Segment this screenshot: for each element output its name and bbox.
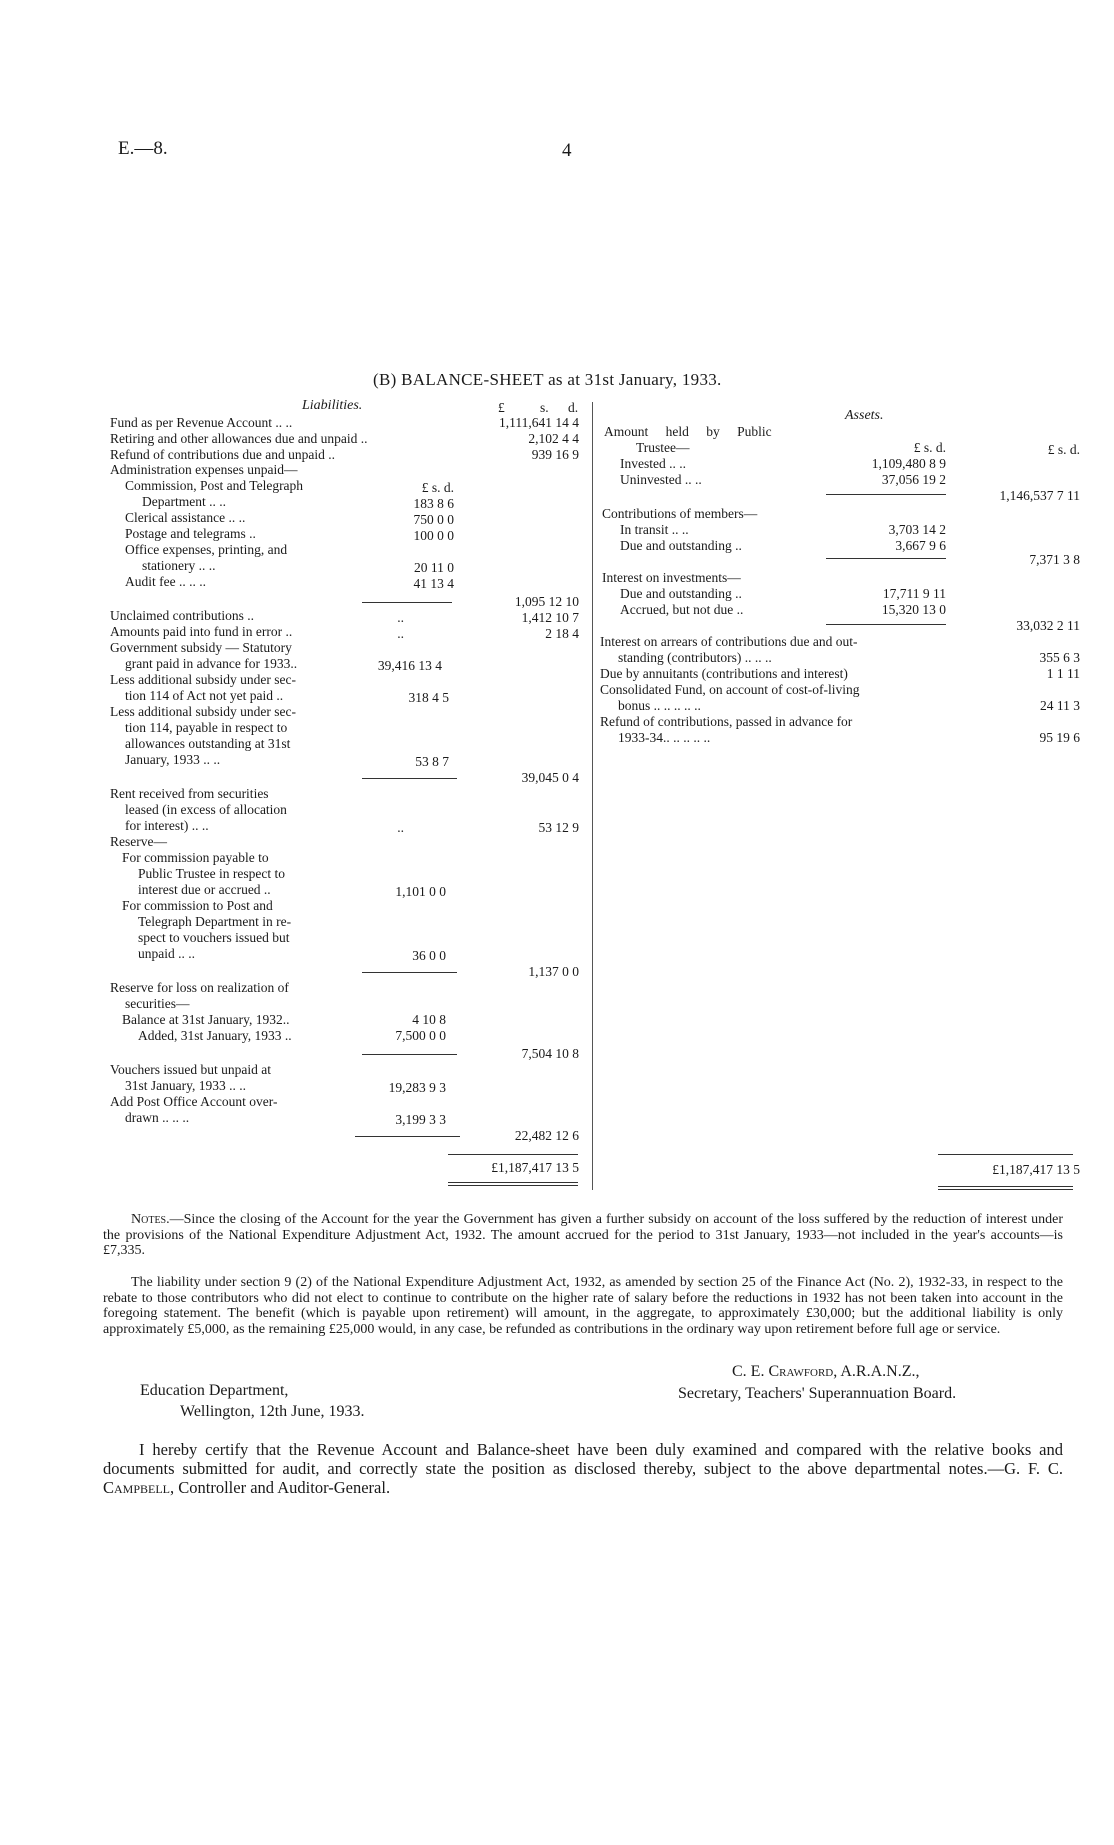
- liability-line: Office expenses, printing, and: [125, 542, 288, 557]
- liability-line: Commission, Post and Telegraph: [125, 478, 304, 493]
- asset-subtotal-rule: [826, 624, 946, 625]
- liability-line: 31st January, 1933 .. ..: [125, 1078, 246, 1093]
- liability-line: Amounts paid into fund in error ..: [110, 624, 293, 639]
- certificate-text: I hereby certify that the Revenue Account and Balance-sheet have been duly examined and compared with the relative books and documents submitted for audit, and correctly state the position as disclosed thereby, subject to the above departmental notes.—: [103, 1440, 1063, 1478]
- asset-line: Interest on investments—: [602, 570, 741, 585]
- asset-outer-amount: 24 11 3: [1040, 698, 1080, 713]
- liability-line: Public Trustee in respect to: [138, 866, 285, 881]
- liability-line: tion 114, payable in respect to: [125, 720, 288, 735]
- liability-line: Department .. ..: [142, 494, 226, 509]
- asset-total-double-rule: [938, 1186, 1073, 1187]
- liability-inner-amount: 100 0 0: [413, 528, 454, 543]
- page-number: 4: [562, 140, 572, 161]
- liability-inner-amount: 183 8 6: [413, 496, 454, 511]
- liability-inner-amount: ..: [397, 820, 404, 835]
- note-paragraph-1: [103, 1212, 1063, 1259]
- liability-line: tion 114 of Act not yet paid ..: [125, 688, 284, 703]
- liability-outer-amount: 22,482 12 6: [514, 1128, 579, 1143]
- page-reference: E.—8.: [118, 138, 168, 159]
- liability-inner-amount: 20 11 0: [414, 560, 454, 575]
- asset-outer-amount: 1,146,537 7 11: [999, 488, 1080, 503]
- liability-line: Audit fee .. .. ..: [125, 574, 206, 589]
- signatory-name: C. E. Crawford, A.R.A.N.Z.,: [732, 1363, 920, 1380]
- liability-line: Less additional subsidy under sec-: [110, 672, 296, 687]
- asset-line: Uninvested .. ..: [620, 472, 702, 487]
- asset-line: Amount held by Public: [604, 424, 772, 439]
- asset-total: £1,187,417 13 5: [992, 1162, 1080, 1177]
- asset-outer-amount: 95 19 6: [1039, 730, 1080, 745]
- liability-inner-amount: 53 8 7: [415, 754, 449, 769]
- liability-line: grant paid in advance for 1933..: [125, 656, 298, 671]
- liability-inner-amount: 3,199 3 3: [395, 1112, 446, 1127]
- liability-line: for interest) .. ..: [125, 818, 209, 833]
- liability-inner-head: £ s. d.: [421, 480, 454, 495]
- liability-line: Reserve for loss on realization of: [110, 980, 289, 995]
- liability-line: Reserve—: [110, 834, 167, 849]
- asset-outer-amount: 1 1 11: [1046, 666, 1080, 681]
- liability-outer-amount: 2 18 4: [545, 626, 579, 641]
- asset-line: bonus .. .. .. .. ..: [618, 698, 701, 713]
- asset-line: Interest on arrears of contributions due and out-: [600, 634, 858, 649]
- liability-inner-amount: 750 0 0: [413, 512, 454, 527]
- assets-heading: Assets.: [845, 408, 884, 423]
- liability-line: unpaid .. ..: [138, 946, 195, 961]
- asset-line: Refund of contributions, passed in advance for: [600, 714, 853, 729]
- asset-inner-amount: 1,109,480 8 9: [871, 456, 946, 471]
- liability-line: January, 1933 .. ..: [125, 752, 221, 767]
- asset-inner-amount: 15,320 13 0: [881, 602, 946, 617]
- asset-subtotal-rule: [826, 558, 946, 559]
- liability-line: For commission to Post and: [122, 898, 273, 913]
- liability-line: spect to vouchers issued but: [138, 930, 290, 945]
- liability-line: Rent received from securities: [110, 786, 269, 801]
- asset-total-rule: [938, 1154, 1073, 1155]
- certificate-signer: G. F. C. Campbell: [103, 1459, 1063, 1497]
- liability-inner-amount: 19,283 9 3: [388, 1080, 446, 1095]
- liability-line: Fund as per Revenue Account .. ..: [110, 415, 293, 430]
- liability-outer-amount: 1,137 0 0: [528, 964, 579, 979]
- liability-line: Government subsidy — Statutory: [110, 640, 292, 655]
- liability-inner-amount: 39,416 13 4: [377, 658, 442, 673]
- liability-inner-amount: ..: [397, 610, 404, 625]
- notes-text-1: —Since the closing of the Account for the year the Government has given a further subsidy on account of the loss suffered by the reduction of interest under the provisions of the National Expenditure Adjustment Act, 1932. The amount accrued for the period to 31st January, 1933—not included in the year's accounts—is £7,335.: [103, 1212, 1063, 1258]
- asset-line: Due and outstanding ..: [620, 586, 742, 601]
- asset-inner-amount: 37,056 19 2: [881, 472, 946, 487]
- asset-inner-amount: 3,703 14 2: [888, 522, 946, 537]
- liabilities-col-pence: d.: [568, 400, 579, 415]
- liabilities-col-pounds: £: [498, 400, 505, 415]
- liability-line: Add Post Office Account over-: [110, 1094, 278, 1109]
- asset-line: In transit .. ..: [620, 522, 689, 537]
- liability-outer-amount: 7,504 10 8: [521, 1046, 579, 1061]
- asset-total-double-rule: [938, 1189, 1073, 1190]
- asset-line: Contributions of members—: [602, 506, 758, 521]
- asset-line: Due and outstanding ..: [620, 538, 742, 553]
- liability-line: For commission payable to: [122, 850, 269, 865]
- liability-outer-amount: 2,102 4 4: [528, 431, 579, 446]
- liability-line: securities—: [125, 996, 190, 1011]
- department-line: Education Department,: [140, 1382, 289, 1399]
- asset-line: Due by annuitants (contributions and interest): [600, 666, 848, 681]
- liability-line: drawn .. .. ..: [125, 1110, 190, 1125]
- liability-outer-amount: 1,095 12 10: [514, 594, 579, 609]
- liability-line: Clerical assistance .. ..: [125, 510, 246, 525]
- asset-outer-amount: 355 6 3: [1039, 650, 1080, 665]
- asset-subtotal-rule: [826, 494, 946, 495]
- liability-inner-amount: 1,101 0 0: [395, 884, 446, 899]
- balance-sheet-title: (B) BALANCE-SHEET as at 31st January, 1933.: [373, 370, 722, 389]
- asset-outer-head: £ s. d.: [1047, 442, 1080, 457]
- asset-outer-amount: 33,032 2 11: [1016, 618, 1080, 633]
- liability-line: stationery .. ..: [142, 558, 216, 573]
- liabilities-col-shillings: s.: [540, 400, 549, 415]
- department-date-line: Wellington, 12th June, 1933.: [180, 1403, 365, 1420]
- liability-inner-amount: 318 4 5: [408, 690, 449, 705]
- asset-inner-amount: 3,667 9 6: [895, 538, 946, 553]
- asset-outer-amount: 7,371 3 8: [1029, 552, 1080, 567]
- liability-inner-amount: 7,500 0 0: [395, 1028, 446, 1043]
- liability-line: Less additional subsidy under sec-: [110, 704, 296, 719]
- liability-line: Retiring and other allowances due and unpaid ..: [110, 431, 368, 446]
- liability-inner-amount: ..: [397, 626, 404, 641]
- asset-line: standing (contributors) .. .. ..: [618, 650, 772, 665]
- audit-certificate: [103, 1440, 1063, 1497]
- certificate-signer-role: , Controller and Auditor-General.: [170, 1478, 391, 1497]
- notes-lead: Notes.: [131, 1212, 170, 1227]
- asset-line: Consolidated Fund, on account of cost-of-living: [600, 682, 860, 697]
- asset-line: Invested .. ..: [620, 456, 686, 471]
- liability-line: leased (in excess of allocation: [125, 802, 287, 817]
- liability-line: Vouchers issued but unpaid at: [110, 1062, 271, 1077]
- liability-line: interest due or accrued ..: [138, 882, 271, 897]
- liability-inner-amount: 4 10 8: [412, 1012, 446, 1027]
- liability-line: Balance at 31st January, 1932..: [122, 1012, 290, 1027]
- liability-outer-amount: 1,412 10 7: [521, 610, 579, 625]
- liability-total: £1,187,417 13 5: [491, 1160, 579, 1175]
- liability-line: Telegraph Department in re-: [138, 914, 292, 929]
- liability-outer-amount: 53 12 9: [538, 820, 579, 835]
- asset-inner-head: £ s. d.: [913, 440, 946, 455]
- liability-line: Unclaimed contributions ..: [110, 608, 254, 623]
- asset-line: Trustee—: [636, 440, 690, 455]
- liability-inner-amount: 41 13 4: [413, 576, 454, 591]
- liability-outer-amount: 1,111,641 14 4: [499, 415, 579, 430]
- liability-inner-amount: 36 0 0: [412, 948, 446, 963]
- liability-line: Refund of contributions due and unpaid ..: [110, 447, 335, 462]
- liability-line: Added, 31st January, 1933 ..: [138, 1028, 292, 1043]
- liability-outer-amount: 939 16 9: [531, 447, 579, 462]
- asset-line: Accrued, but not due ..: [620, 602, 744, 617]
- liability-line: Administration expenses unpaid—: [110, 462, 298, 477]
- liabilities-heading: Liabilities.: [302, 398, 363, 413]
- note-paragraph-2: The liability under section 9 (2) of the National Expenditure Adjustment Act, 1932, as amended by section 25 of the Finance Act (No. 2), 1932-33, in respect to the rebate to those contributors who did not elect to continue to contribute on the higher rate of salary before the reductions in 1932 has not been taken into account in the foregoing statement. The benefit (which is payable upon retirement) will amount, in the aggregate, to approximately £30,000; but the additional liability is only approximately £5,000, as the remaining £25,000 would, in any case, be refunded as contributions in the ordinary way upon retirement before full age or service.: [103, 1275, 1063, 1337]
- liability-line: Postage and telegrams ..: [125, 526, 256, 541]
- asset-inner-amount: 17,711 9 11: [882, 586, 946, 601]
- asset-line: 1933-34.. .. .. .. ..: [618, 730, 711, 745]
- signatory-role: Secretary, Teachers' Superannuation Board.: [678, 1385, 957, 1402]
- liability-outer-amount: 39,045 0 4: [521, 770, 579, 785]
- liability-line: allowances outstanding at 31st: [125, 736, 291, 751]
